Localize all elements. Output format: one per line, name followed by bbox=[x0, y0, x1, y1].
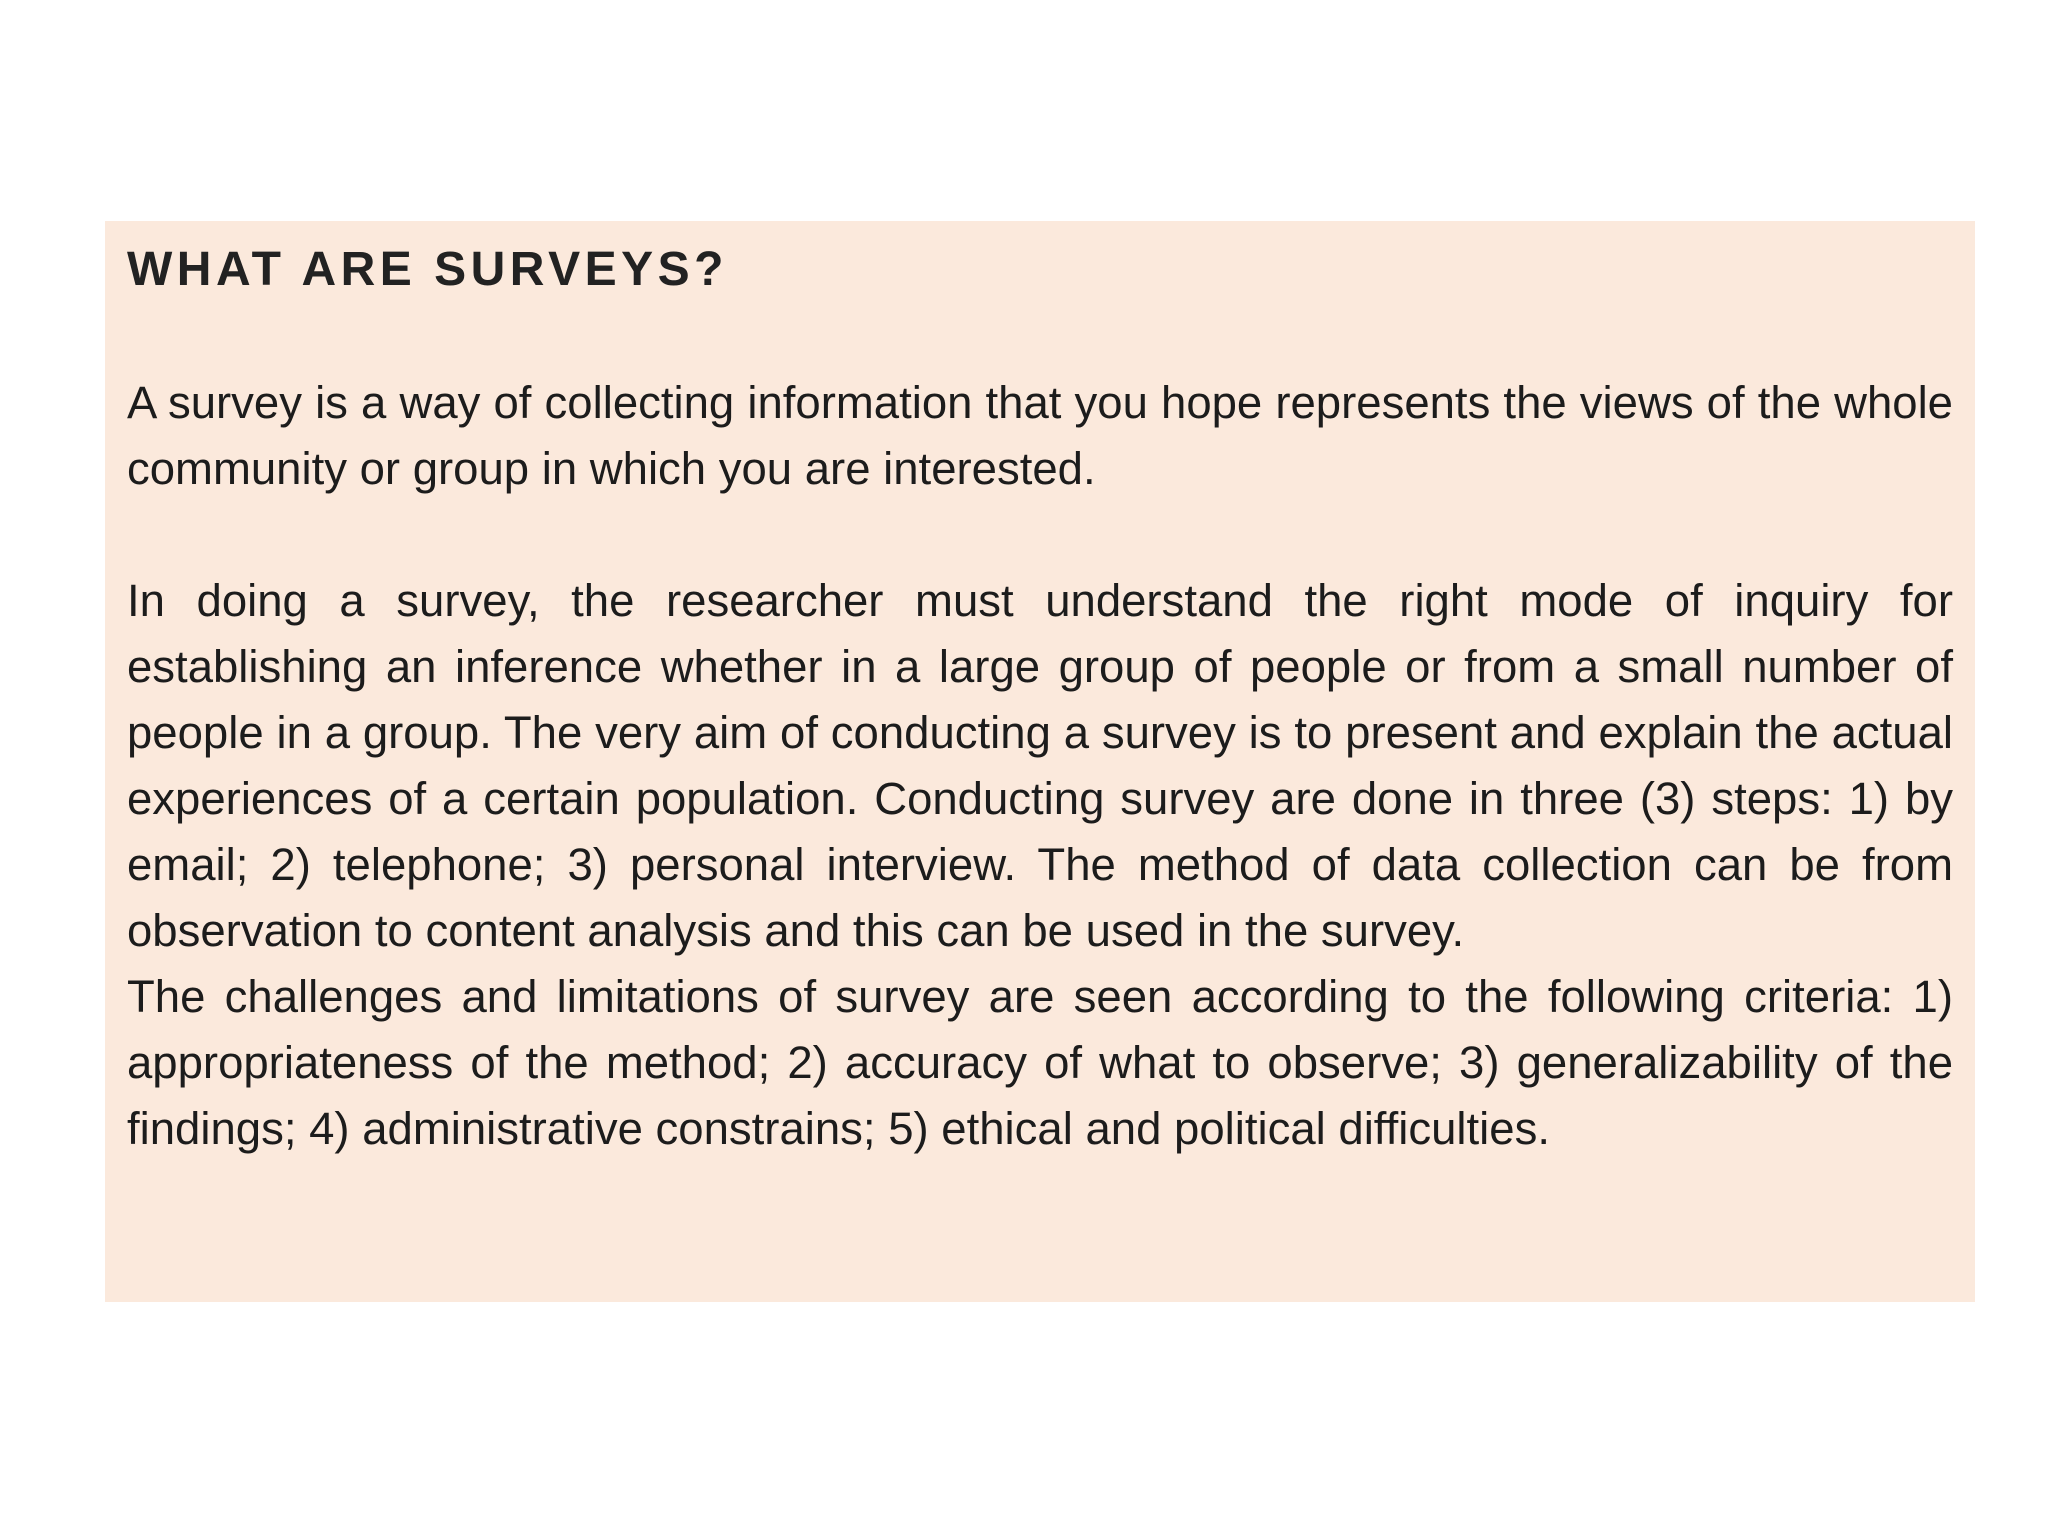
paragraph-definition: A survey is a way of collecting information that you hope represents the views of the whole community or group in which you are interested. bbox=[127, 377, 1953, 494]
section-title: WHAT ARE SURVEYS? bbox=[127, 243, 728, 296]
paragraph-survey-method: In doing a survey, the researcher must understand the right mode of inquiry for establishing an inference whether in a large group of people or from a small number of people in a group. The very aim of conducting a survey is to present and explain the actual experiences of a certain population. Conducting survey are done in three (3) steps: 1) by email; 2) telephone; 3) personal interview. The method of data collection can be from observation to content analysis and this can be used in the survey. bbox=[127, 575, 1953, 956]
paragraph-challenges: The challenges and limitations of survey are seen according to the following criteria: 1) appropriateness of the method; 2) accuracy of what to observe; 3) generalizability of the findings; 4) administrative constrains; 5) ethical and political difficulties. bbox=[127, 971, 1953, 1154]
content-panel bbox=[105, 221, 1975, 1302]
